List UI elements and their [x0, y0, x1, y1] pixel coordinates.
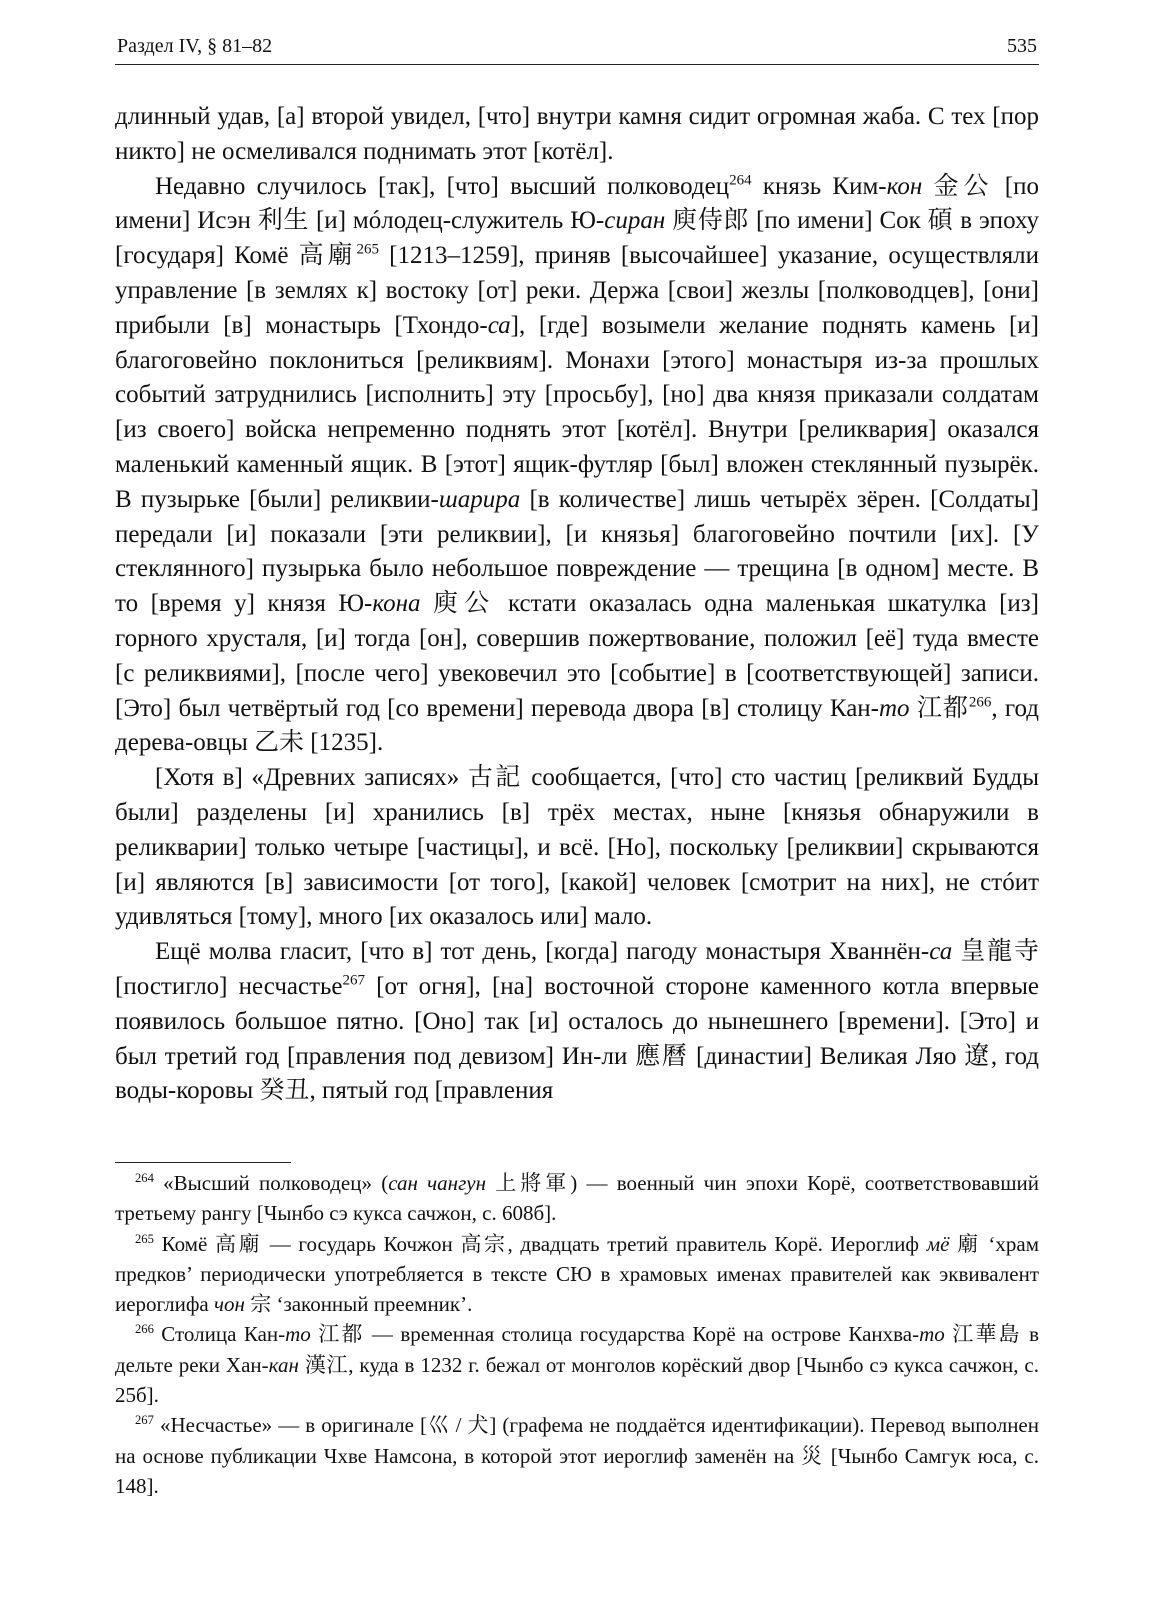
text-run: 漢江, куда в 1232 г. бежал от монголов корёский двор [Чынбо сэ кукса сачжон, с. 25б]. — [115, 1352, 1039, 1408]
text-run: князь Ким- — [751, 172, 887, 200]
italic-text: то — [285, 1322, 311, 1347]
footnote-266 — [115, 1319, 1039, 1410]
text-run: «Несчастье» — в оригинале [巛 / 犬] (графема не поддаётся идентификации). Перевод выполнен на основе публикации Чхве Намсона, в которой этот иероглиф заменён на 災 [Чынбо Самгук юса, с. 148]. — [115, 1413, 1039, 1498]
text-run: Комё 高廟 — государь Кочжон 高宗, двадцать третий правитель Корё. Иероглиф — [153, 1231, 927, 1256]
text-run: длинный удав, [а] второй увидел, [что] внутри камня сидит огромная жаба. С тех [пор никто] не осмеливался поднимать этот [котёл]. — [115, 103, 1039, 165]
italic-text: шарира — [438, 485, 521, 513]
footnote-ref: 265 — [135, 1231, 154, 1246]
footnotes — [115, 1168, 1039, 1501]
italic-text: кона — [372, 590, 421, 618]
text-run: Столица Кан- — [153, 1322, 286, 1347]
text-run: , год дерева-овцы 乙未 [1235]. — [115, 694, 1039, 757]
footnote-ref: 267 — [342, 972, 366, 989]
paragraph-2 — [115, 170, 1039, 762]
text-run: ], [где] возымели желание поднять камень [и] благоговейно поклониться [реликвиям]. Монахи [этого] монастыря из-за прошлых событий затруднились [исполнить] эту [просьбу], [но] два князя приказали солдатам [из своего] войска непременно поднять этот [котёл]. Внутри [реликвария] оказался маленький каменный ящик. В [этот] ящик-футляр [был] вложен стеклянный пузырёк. В пузырьке [были] реликвии- — [115, 311, 1040, 513]
text-run: 江華島 в дельте реки Хан- — [115, 1322, 1039, 1377]
italic-text: кон — [886, 172, 923, 200]
running-header — [115, 30, 1039, 65]
footnote-ref: 266 — [968, 693, 992, 710]
text-run: 江都 — [909, 694, 969, 722]
text-run: [1213–1259], приняв [высочайшее] указание, осуществляли управление [в землях к] востоку [от] реки. Держа [свои] жезлы [полководцев], [они] прибыли [в] монастырь [Тхондо- — [115, 242, 1039, 339]
footnote-267 — [115, 1410, 1039, 1501]
text-run: [в количестве] лишь четырёх зёрен. [Солдаты] передали [и] показали [эти реликвии], [и князья] благоговейно почтили [их]. [У стеклянного] пузырька было небольшое повреждение — трещина [в одном] месте. В то [время у] князя Ю- — [115, 485, 1039, 618]
text-run: 宗 ‘законный преемник’. — [244, 1292, 473, 1317]
text-run: 金公 [по имени] Исэн 利生 [и] мóлодец-служитель Ю- — [115, 172, 1039, 235]
paragraph-3 — [115, 761, 1039, 935]
text-run: 上將軍) — военный чин эпохи Корё, соответствовавший третьему рангу [Чынбо сэ кукса сачжон, с. 608б]. — [115, 1171, 1039, 1226]
text-run: Недавно случилось [так], [что] высший полководец — [155, 172, 730, 200]
footnote-ref: 264 — [729, 171, 752, 188]
italic-text: мё — [926, 1231, 950, 1256]
italic-text: кан — [268, 1352, 299, 1377]
text-run: 庾侍郎 [по имени] Сок 碩 в эпоху [государя] Комё 高廟 — [115, 207, 1039, 270]
text-run: [Хотя в] «Древних записях» 古記 сообщается, [что] сто частиц [реликвий Будды были] разделены [и] хранились [в] трёх местах, ныне [князья обнаружили в реликварии] только четыре [частицы], и всё. [Но], поскольку [реликвии] скрываются [и] являются [в] зависимости [от того], [какой] человек [смотрит на них], не стóит удивляться [тому], много [их оказалось или] мало. — [115, 764, 1039, 931]
footnote-divider — [115, 1162, 291, 1163]
main-text — [115, 100, 1039, 1109]
text-run: 皇龍寺 [постигло] несчастье — [115, 938, 1039, 1000]
footnote-ref: 265 — [356, 241, 379, 258]
footnote-ref: 264 — [135, 1170, 154, 1185]
page-number: 535 — [1007, 35, 1037, 57]
paragraph-1 — [115, 100, 1039, 170]
italic-text: сан чангун — [388, 1171, 487, 1195]
italic-text: то — [919, 1322, 945, 1347]
text-run: 庾公 кстати оказалась одна маленькая шкатулка [из] горного хрусталя, [и] тогда [он], совершив пожертвование, положил [её] туда вместе [с реликвиями], [после чего] увековечил это [событие] в [соответствующей] записи. [Это] был четвёртый год [со времени] перевода двора [в] столицу Кан- — [115, 590, 1039, 722]
text-run: Ещё молва гласит, [что в] тот день, [когда] пагоду монастыря Хваннён- — [155, 938, 930, 966]
footnote-ref: 267 — [135, 1413, 154, 1428]
text-run: [от огня], [на] восточной стороне каменного котла впервые появилось большое пятно. [Оно] так [и] осталось до нынешнего [времени]. [Это] и был третий год [правления под девизом] Ин-ли 應曆 [династии] Великая Ляо 遼, год воды-коровы 癸丑, пятый год [правления — [115, 972, 1039, 1105]
italic-text: то — [879, 694, 910, 722]
footnote-264 — [115, 1168, 1039, 1229]
paragraph-4 — [115, 935, 1039, 1109]
italic-text: чон — [214, 1292, 245, 1317]
section-reference: Раздел IV, § 81–82 — [117, 35, 273, 57]
italic-text: са — [487, 311, 511, 339]
text-run: «Высший полководец» ( — [153, 1171, 389, 1195]
text-run: 廟 ‘храм предков’ периодически употребляется в тексте СЮ в храмовых именах правителей как эквивалент иероглифа — [115, 1231, 1039, 1317]
footnote-ref: 266 — [135, 1322, 154, 1337]
footnote-265 — [115, 1229, 1039, 1320]
italic-text: сиран — [604, 207, 666, 235]
italic-text: са — [929, 938, 953, 966]
text-run: 江都 — временная столица государства Корё на острове Канхва- — [310, 1322, 920, 1347]
